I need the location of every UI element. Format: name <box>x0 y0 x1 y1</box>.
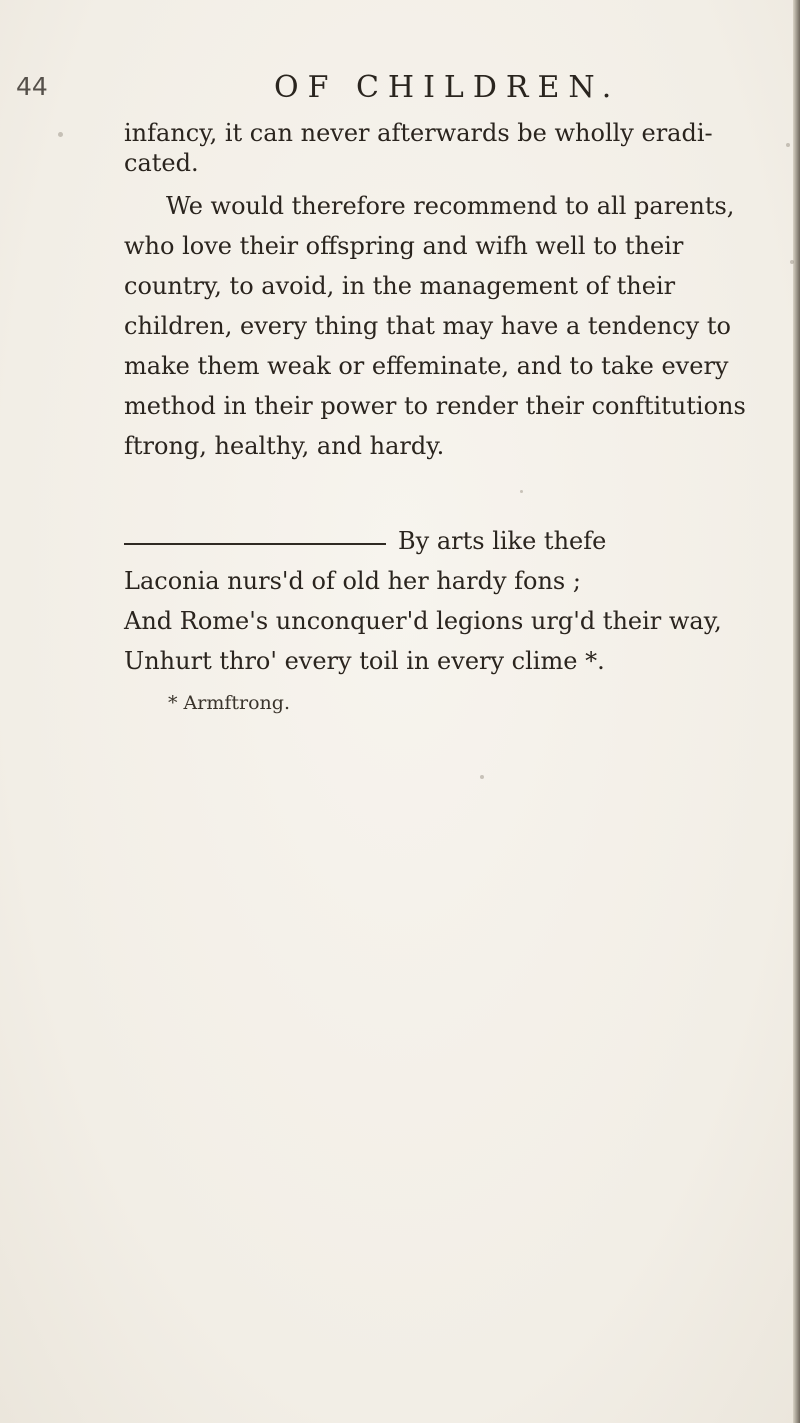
body-line: country, to avoid, in the management of their <box>124 272 676 300</box>
page-edge <box>793 0 800 1423</box>
page-number: 44 <box>16 72 48 101</box>
verse-line: Laconia nurs'd of old her hardy fons ; <box>124 567 581 595</box>
body-line: cated. <box>124 149 199 177</box>
verse-dash-rule <box>124 543 386 545</box>
paper-speck <box>520 490 523 493</box>
footnote: * Armftrong. <box>168 692 290 714</box>
verse-line: Unhurt thro' every toil in every clime *. <box>124 647 605 675</box>
paper-speck <box>790 260 794 264</box>
body-line: We would therefore recommend to all parents, <box>166 192 735 220</box>
paper-speck <box>480 775 484 779</box>
verse-line: And Rome's unconquer'd legions urg'd their way, <box>124 607 722 635</box>
body-line: children, every thing that may have a tendency to <box>124 312 731 340</box>
body-line: infancy, it can never afterwards be wholly eradi- <box>124 119 713 147</box>
paper-speck <box>58 132 63 137</box>
body-line: method in their power to render their conftitutions <box>124 392 746 420</box>
body-line: who love their offspring and wifh well to their <box>124 232 684 260</box>
body-line: make them weak or effeminate, and to take every <box>124 352 729 380</box>
body-line: ftrong, healthy, and hardy. <box>124 432 445 460</box>
running-head: OF CHILDREN. <box>274 70 621 105</box>
paper-speck <box>786 143 790 147</box>
verse-line: By arts like thefe <box>398 527 607 555</box>
